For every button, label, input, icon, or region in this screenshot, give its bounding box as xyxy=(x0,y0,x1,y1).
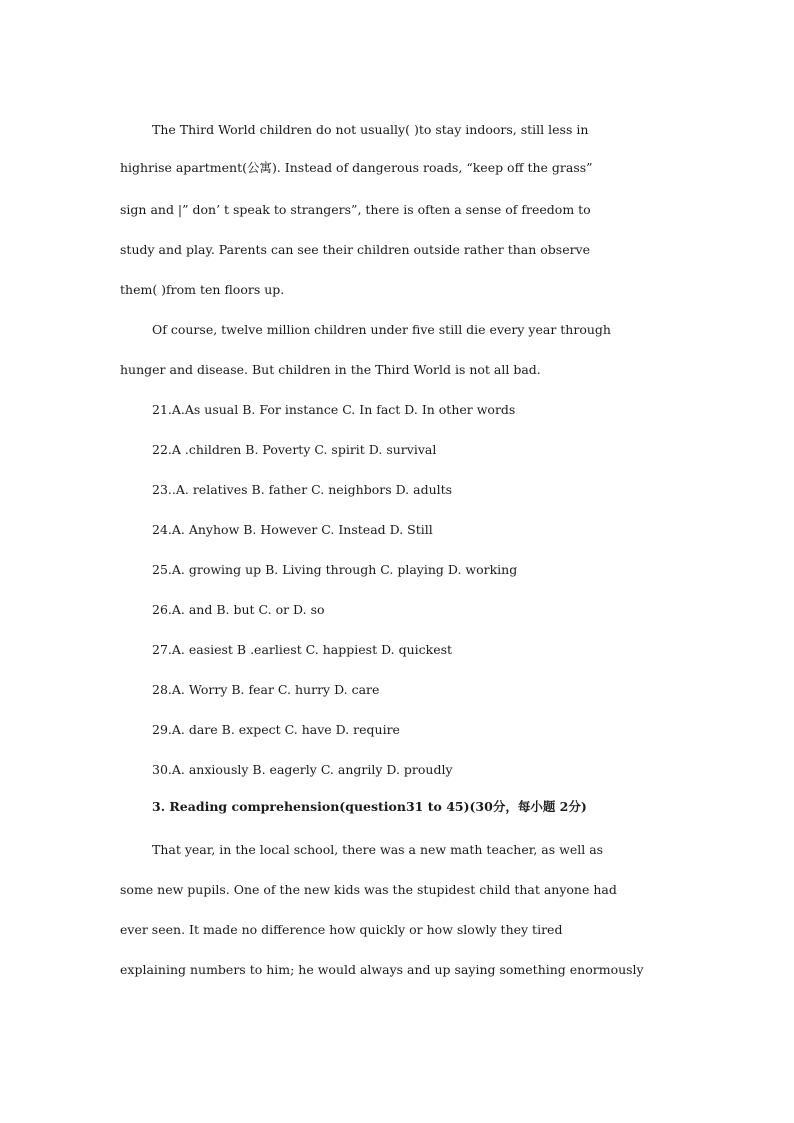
option-line: 27.A. easiest B .earliest C. happiest D. quickest xyxy=(152,642,453,657)
option-line: 24.A. Anyhow B. However C. Instead D. Still xyxy=(152,522,433,537)
passage-2-line: ever seen. It made no difference how quickly or how slowly they tired xyxy=(120,922,563,937)
passage-1-line: Of course, twelve million children under five still die every year through xyxy=(152,322,611,337)
passage-2-line: some new pupils. One of the new kids was the stupidest child that anyone had xyxy=(120,882,617,897)
section-heading: 3. Reading comprehension(question31 to 45)(30分，每小题 2分) xyxy=(152,799,587,814)
option-line: 26.A. and B. but C. or D. so xyxy=(152,602,325,617)
option-line: 25.A. growing up B. Living through C. playing D. working xyxy=(152,562,518,577)
passage-1-line: sign and |” don’ t speak to strangers”, there is often a sense of freedom to xyxy=(120,202,591,217)
passage-1-line: hunger and disease. But children in the Third World is not all bad. xyxy=(120,362,541,377)
passage-1-line: study and play. Parents can see their children outside rather than observe xyxy=(120,242,591,257)
option-line: 22.A .children B. Poverty C. spirit D. survival xyxy=(152,442,437,457)
option-line: 30.A. anxiously B. eagerly C. angrily D. proudly xyxy=(152,762,453,777)
passage-2-line: That year, in the local school, there was a new math teacher, as well as xyxy=(152,842,604,857)
passage-1-line: them( )from ten floors up. xyxy=(120,282,285,297)
option-line: 29.A. dare B. expect C. have D. require xyxy=(152,722,400,737)
option-line: 28.A. Worry B. fear C. hurry D. care xyxy=(152,682,380,697)
passage-1-line: highrise apartment(公寓). Instead of dangerous roads, “keep off the grass” xyxy=(120,160,593,175)
passage-1-line: The Third World children do not usually( )to stay indoors, still less in xyxy=(152,122,589,137)
option-line: 21.A.As usual B. For instance C. In fact D. In other words xyxy=(152,402,516,417)
passage-2-line: explaining numbers to him; he would always and up saying something enormously xyxy=(120,962,644,977)
option-line: 23..A. relatives B. father C. neighbors D. adults xyxy=(152,482,453,497)
